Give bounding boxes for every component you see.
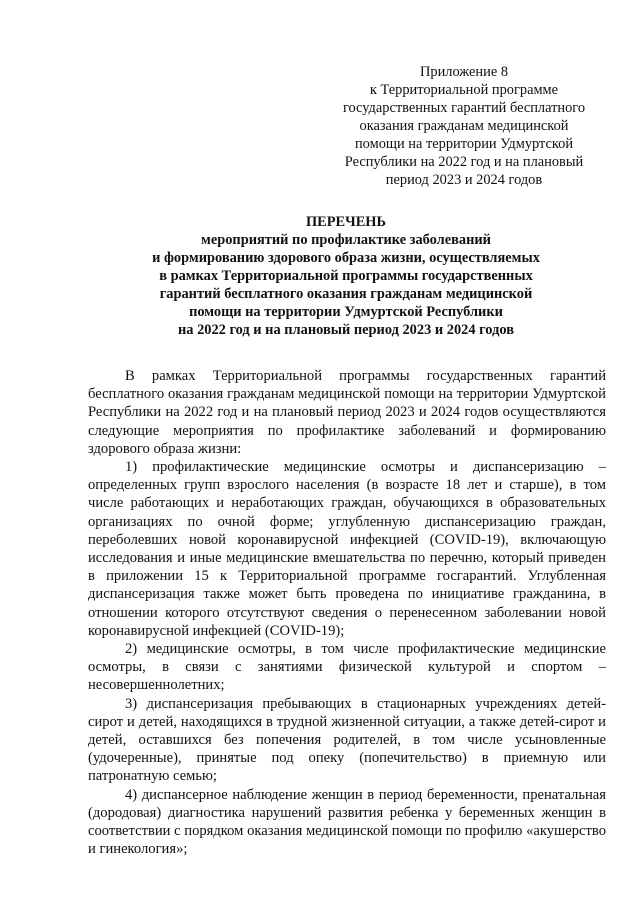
list-item-number: 2) xyxy=(125,641,138,658)
appendix-note xyxy=(330,63,598,189)
heading-line: мероприятий по профилактике заболеваний xyxy=(201,232,491,248)
heading-title: ПЕРЕЧЕНЬ xyxy=(305,214,387,230)
appendix-line: Республики на 2022 год и на плановый xyxy=(344,154,584,170)
list-item xyxy=(88,640,606,695)
list-item-text: профилактические медицинские осмотры и диспансеризацию – определенных групп взрослого населения (в возрасте 18 лет и старше), в том числе работающих и неработающих граждан, обучающихся в образовательных организациях по очной форме; углубленную диспансеризацию граждан, переболевших новой коронавирусной инфекцией (COVID-19), включающую исследования и иные медицинские вмешательства по перечню, который приведен в приложении 15 к Территориальной программе госгарантий. Углубленная диспансеризация также может быть проведена по инициативе гражданина, в отношении которого отсутствуют сведения о перенесенном заболевании новой коронавирусной инфекцией (COVID-19); xyxy=(88,459,606,639)
list-item-text: диспансерное наблюдение женщин в период беременности, пренатальная (дородовая) диагностика нарушений развития ребенка у беременных женщин в соответствии с порядком оказания медицинской помощи по профилю «акушерство и гинекология»; xyxy=(88,786,606,858)
list-item xyxy=(88,695,606,786)
list-item-text: диспансеризация пребывающих в стационарных учреждениях детей-сирот и детей, находящихся в трудной жизненной ситуации, а также детей-сирот и детей, оставшихся без попечения родителей, в том числе усыновленные (удочеренные), принятые под опеку (попечительство) в приемную или патронатную семью; xyxy=(88,695,606,785)
appendix-line: оказания гражданам медицинской xyxy=(359,118,569,134)
list-item-number: 1) xyxy=(125,459,138,476)
heading-line: помощи на территории Удмуртской Республики xyxy=(189,304,503,320)
appendix-line: помощи на территории Удмуртской xyxy=(354,136,574,152)
list-item-text: медицинские осмотры, в том числе профилактические медицинские осмотры, в связи с занятиями физической культурой и спортом – несовершеннолетних; xyxy=(88,641,606,694)
heading-line: гарантий бесплатного оказания гражданам медицинской xyxy=(159,286,533,302)
list-item-number: 3) xyxy=(125,695,138,712)
appendix-line: Приложение 8 xyxy=(419,64,509,80)
appendix-line: государственных гарантий бесплатного xyxy=(342,100,586,116)
appendix-line: период 2023 и 2024 годов xyxy=(385,172,543,188)
heading-line: в рамках Территориальной программы государственных xyxy=(159,268,533,284)
document-heading xyxy=(96,213,596,339)
intro-paragraph: В рамках Территориальной программы государственных гарантий бесплатного оказания гражданам медицинской помощи на территории Удмуртской Республики на 2022 год и на плановый период 2023 и 2024 годов осуществляются следующие мероприятия по профилактике заболеваний и формированию здорового образа жизни: xyxy=(88,368,606,457)
list-item-number: 4) xyxy=(125,786,138,803)
appendix-line: к Территориальной программе xyxy=(369,82,559,98)
list-item xyxy=(88,458,606,640)
list-item xyxy=(88,786,606,859)
heading-line: на 2022 год и на плановый период 2023 и 2024 годов xyxy=(178,322,514,338)
heading-line: и формированию здорового образа жизни, осуществляемых xyxy=(152,250,540,266)
body-text xyxy=(88,367,606,858)
